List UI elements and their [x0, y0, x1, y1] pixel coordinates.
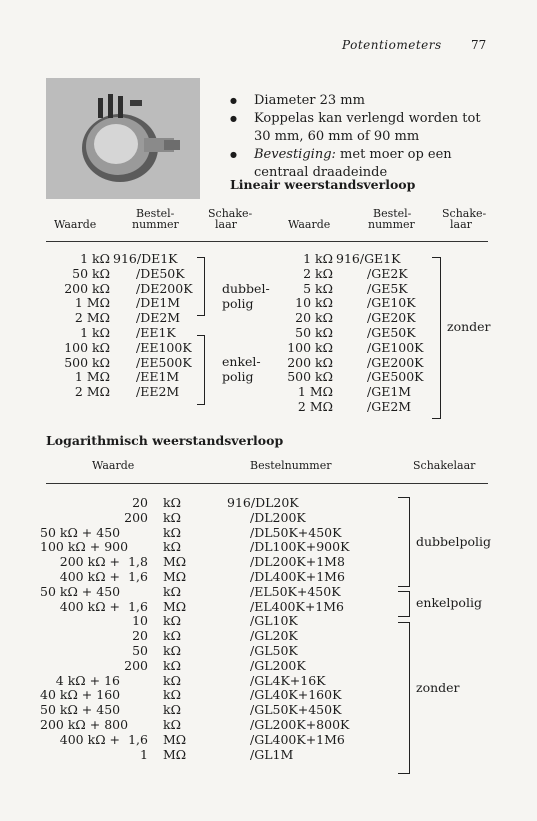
table-cell: [120, 674, 148, 689]
mounting-text: met moer op een centraal draadeinde: [254, 147, 452, 180]
table-cell: kΩ: [163, 628, 181, 644]
mounting-label: Bevestiging:: [254, 147, 336, 162]
bracket-tick: [197, 404, 205, 405]
table-cell: [120, 540, 148, 555]
lin-col-bestel-right-2: nummer: [368, 218, 415, 231]
table-cell: 1,6: [128, 731, 148, 747]
group-label: polig: [222, 295, 254, 311]
table-cell: 400 kΩ +: [59, 568, 120, 584]
table-cell: /GE50K: [367, 324, 416, 340]
table-cell: [40, 629, 120, 644]
table-cell: 20: [132, 495, 148, 510]
table-cell: 50 kΩ + 450: [40, 702, 121, 718]
table-cell: /EE500K: [136, 354, 192, 370]
table-cell: 200 kΩ: [287, 354, 333, 370]
table-cell: 50 kΩ: [72, 265, 110, 281]
bracket-tick: [398, 773, 410, 774]
table-cell: 1 kΩ: [80, 251, 110, 266]
log-col-bestel: Bestelnummer: [250, 459, 332, 472]
table-cell: 200 kΩ: [64, 280, 110, 296]
table-cell: 200 kΩ + 800: [40, 716, 129, 732]
table-cell: /EE1M: [136, 369, 180, 385]
table-cell: kΩ: [163, 524, 181, 540]
table-cell: 1,6: [128, 568, 148, 584]
log-unit-col: [163, 496, 186, 762]
lin-group-zonder: zonder: [447, 319, 491, 334]
table-cell: /GL400K+1M6: [250, 731, 345, 747]
table-cell: [40, 614, 120, 629]
table-cell: /GL1M: [250, 746, 294, 762]
log-col-schakelaar: Schakelaar: [413, 459, 476, 472]
lin-right-orders: [336, 252, 424, 415]
table-cell: /EL400K+1M6: [250, 598, 345, 614]
table-cell: kΩ: [163, 583, 181, 599]
table-cell: /GL4K+16K: [250, 672, 326, 688]
table-cell: kΩ: [163, 716, 181, 732]
table-cell: /GL50K: [250, 642, 298, 658]
table-cell: /DE1M: [136, 295, 181, 311]
group-label: dubbel-: [222, 281, 270, 296]
table-cell: /DL50K+450K: [250, 524, 342, 540]
table-cell: MΩ: [163, 598, 187, 614]
table-cell: 2 MΩ: [74, 384, 110, 400]
table-cell: /DL400K+1M6: [250, 568, 345, 584]
table-cell: 2 MΩ: [297, 398, 333, 414]
bracket-tick: [398, 497, 410, 498]
bracket-tick: [398, 616, 410, 617]
bracket-dubbelpolig: [204, 257, 205, 315]
table-cell: /GE5K: [367, 280, 408, 296]
lin-col-schake-left-2: laar: [215, 218, 237, 231]
table-cell: 4 kΩ + 16: [55, 672, 120, 688]
table-cell: 2 kΩ: [303, 265, 333, 281]
table-cell: kΩ: [163, 613, 181, 629]
table-cell: /GE200K: [367, 354, 424, 370]
table-cell: /DL200K+1M8: [250, 554, 345, 570]
table-cell: 400 kΩ +: [59, 598, 120, 614]
table-cell: kΩ: [163, 539, 181, 555]
table-cell: 10: [132, 613, 148, 629]
bracket-tick: [432, 257, 441, 258]
table-cell: 2 MΩ: [74, 310, 110, 326]
table-cell: /DE200K: [136, 280, 193, 296]
lin-col-waarde-right: Waarde: [288, 218, 331, 231]
log-col-waarde: Waarde: [92, 459, 135, 472]
table-cell: 1 MΩ: [297, 384, 333, 400]
table-cell: /GL200K+800K: [250, 716, 350, 732]
table-cell: 50 kΩ: [295, 324, 333, 340]
table-cell: [120, 688, 148, 703]
feature-list: [230, 92, 500, 182]
table-cell: 20 kΩ: [295, 310, 333, 326]
table-cell: 100 kΩ + 900: [40, 539, 129, 555]
bracket-tick: [197, 257, 205, 258]
lin-group-dubbelpolig: [222, 282, 270, 312]
table-cell: /GL40K+160K: [250, 687, 342, 703]
lin-right-values: [270, 252, 333, 415]
group-label: enkel-: [222, 354, 261, 369]
bracket-tick: [197, 315, 205, 316]
linear-header-rule: [46, 241, 488, 242]
bracket-tick: [398, 591, 410, 592]
table-cell: /DL100K+900K: [250, 539, 350, 555]
lin-left-values: [40, 252, 110, 400]
bracket-enkelpolig: [204, 335, 205, 405]
table-cell: 400 kΩ +: [59, 731, 120, 747]
table-cell: 1 MΩ: [74, 369, 110, 385]
table-cell: /GE500K: [367, 369, 424, 385]
page-number: 77: [471, 38, 487, 52]
table-cell: [40, 511, 120, 526]
table-cell: /GL50K+450K: [250, 702, 342, 718]
lin-col-schake-right-2: laar: [450, 218, 472, 231]
table-cell: [40, 644, 120, 659]
log-order-col: [227, 496, 349, 762]
table-cell: kΩ: [163, 687, 181, 703]
linear-title: Lineair weerstandsverloop: [230, 177, 416, 192]
table-cell: /DE2M: [136, 310, 181, 326]
table-cell: 500 kΩ: [64, 354, 110, 370]
bracket-log-enkelpolig: [409, 591, 410, 617]
table-cell: 5 kΩ: [303, 280, 333, 296]
table-cell: 50 kΩ + 450: [40, 524, 121, 540]
table-cell: kΩ: [163, 509, 181, 525]
table-cell: 100 kΩ: [64, 339, 110, 355]
lin-col-bestel-left-1: Bestel-: [136, 207, 175, 220]
table-cell: [120, 703, 148, 718]
log-group-zonder: zonder: [416, 680, 460, 695]
running-header-title: Potentiometers: [342, 38, 442, 52]
log-prefix-col: [40, 496, 129, 762]
table-cell: /GE100K: [367, 339, 424, 355]
potentiometer-photo: [46, 78, 200, 199]
lin-col-bestel-right-1: Bestel-: [373, 207, 412, 220]
lin-col-waarde-left: Waarde: [54, 218, 97, 231]
table-cell: /GL10K: [250, 613, 298, 629]
bracket-tick: [398, 622, 410, 623]
table-cell: /DL200K: [250, 509, 306, 525]
table-cell: /GL200K: [250, 657, 306, 673]
potentiometer-icon: [46, 78, 200, 199]
table-cell: /GE10K: [367, 295, 416, 311]
table-cell: 200: [124, 509, 148, 525]
table-cell: [120, 585, 148, 600]
table-cell: [40, 496, 120, 511]
lin-col-bestel-left-2: nummer: [132, 218, 179, 231]
log-header-rule: [46, 483, 488, 484]
table-cell: 916/GE1K: [336, 251, 401, 266]
table-cell: /GE2M: [367, 398, 412, 414]
table-cell: [40, 659, 120, 674]
bracket-tick: [197, 335, 205, 336]
table-cell: 200 kΩ +: [59, 554, 120, 570]
table-cell: 10 kΩ: [295, 295, 333, 311]
log-group-enkelpolig: enkelpolig: [416, 595, 482, 610]
table-cell: MΩ: [163, 554, 187, 570]
table-cell: /EL50K+450K: [250, 583, 341, 599]
bracket-log-zonder: [409, 622, 410, 774]
bracket-tick: [432, 418, 441, 419]
table-cell: 20: [132, 628, 148, 644]
bracket-log-dubbelpolig: [409, 497, 410, 587]
log-num-col: [120, 496, 148, 762]
table-cell: 916/DE1K: [113, 251, 178, 266]
table-cell: 1,8: [128, 554, 148, 570]
lin-col-schake-right-1: Schake-: [442, 207, 487, 220]
table-cell: MΩ: [163, 746, 187, 762]
table-cell: 1,6: [128, 598, 148, 614]
table-cell: 50: [132, 642, 148, 658]
table-cell: [40, 748, 120, 763]
table-cell: kΩ: [163, 657, 181, 673]
table-cell: /EE1K: [136, 324, 176, 340]
log-title: Logarithmisch weerstandsverloop: [46, 433, 284, 448]
table-cell: /GE2K: [367, 265, 408, 281]
table-cell: 1: [140, 746, 148, 762]
feature-shaft: ● Koppelas kan verlengd worden tot 30 mm, 60 mm of 90 mm: [230, 110, 500, 146]
table-cell: 1 kΩ: [303, 251, 333, 266]
table-cell: 1 MΩ: [74, 295, 110, 311]
table-cell: /EE2M: [136, 384, 180, 400]
lin-group-enkelpolig: [222, 355, 261, 385]
log-group-dubbelpolig: dubbelpolig: [416, 534, 491, 549]
lin-col-schake-left-1: Schake-: [208, 207, 253, 220]
table-cell: /GL20K: [250, 628, 298, 644]
table-cell: [120, 718, 148, 733]
table-cell: /DE50K: [136, 265, 185, 281]
bracket-zonder-linear: [440, 257, 441, 419]
table-cell: 500 kΩ: [287, 369, 333, 385]
table-cell: kΩ: [163, 495, 181, 510]
table-cell: /GE1M: [367, 384, 412, 400]
table-cell: kΩ: [163, 672, 181, 688]
table-cell: 40 kΩ + 160: [40, 687, 121, 703]
table-cell: [120, 526, 148, 541]
bracket-tick: [398, 586, 410, 587]
table-cell: 200: [124, 657, 148, 673]
table-cell: MΩ: [163, 731, 187, 747]
table-cell: kΩ: [163, 702, 181, 718]
table-cell: kΩ: [163, 642, 181, 658]
lin-left-orders: [113, 252, 193, 400]
group-label: polig: [222, 368, 254, 384]
table-cell: MΩ: [163, 568, 187, 584]
table-cell: 916/DL20K: [227, 495, 299, 510]
table-cell: 1 kΩ: [80, 324, 110, 340]
table-cell: 50 kΩ + 450: [40, 583, 121, 599]
table-cell: /EE100K: [136, 339, 192, 355]
feature-diameter: ● Diameter 23 mm: [230, 92, 500, 110]
table-cell: 100 kΩ: [287, 339, 333, 355]
table-cell: /GE20K: [367, 310, 416, 326]
